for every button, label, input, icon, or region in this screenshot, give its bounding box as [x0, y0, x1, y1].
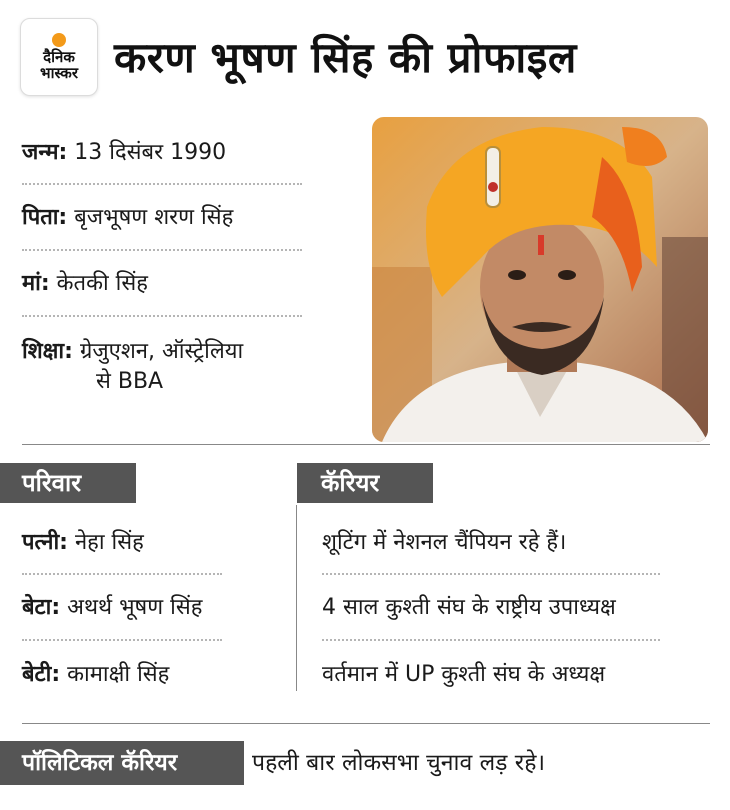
info-value: ग्रेजुएशन, ऑस्ट्रेलिया [79, 339, 244, 364]
family-row-son [22, 593, 292, 623]
career-heading: कॅरियर [297, 463, 433, 503]
column-divider [296, 505, 297, 691]
divider [22, 639, 222, 641]
career-row: वर्तमान में UP कुश्ती संघ के अध्यक्ष [322, 662, 606, 687]
info-label: मां: [22, 271, 50, 296]
info-education [22, 337, 302, 397]
divider [322, 573, 660, 575]
info-value: 13 दिसंबर 1990 [74, 140, 227, 165]
family-value: अथर्थ भूषण सिंह [67, 595, 203, 620]
info-birth [22, 138, 302, 168]
family-heading: परिवार [0, 463, 136, 503]
family-label: बेटी: [22, 662, 61, 687]
divider [22, 183, 302, 185]
info-label: जन्म: [22, 140, 68, 165]
divider [22, 573, 222, 575]
info-value: बृजभूषण शरण सिंह [74, 205, 234, 230]
family-value: नेहा सिंह [74, 530, 144, 555]
divider [22, 315, 302, 317]
info-mother [22, 269, 302, 299]
career-row: 4 साल कुश्ती संघ के राष्ट्रीय उपाध्यक्ष [322, 595, 616, 620]
career-row: शूटिंग में नेशनल चैंपियन रहे हैं। [322, 530, 567, 555]
family-row-daughter [22, 660, 292, 690]
page-title: करण भूषण सिंह की प्रोफाइल [114, 33, 577, 82]
info-value: केतकी सिंह [56, 271, 148, 296]
info-label: शिक्षा: [22, 339, 73, 364]
info-label: पिता: [22, 205, 68, 230]
info-father [22, 203, 302, 233]
family-label: बेटा: [22, 595, 61, 620]
family-label: पत्नी: [22, 530, 68, 555]
divider [22, 249, 302, 251]
family-value: कामाक्षी सिंह [67, 662, 170, 687]
political-career-label: पॉलिटिकल कॅरियर [0, 741, 244, 785]
logo-sun-icon [52, 33, 66, 47]
info-value-line2: से BBA [96, 369, 164, 394]
political-career-text: पहली बार लोकसभा चुनाव लड़ रहे। [252, 750, 546, 776]
family-row-wife [22, 528, 292, 558]
section-divider [22, 444, 710, 445]
dainik-bhaskar-logo [20, 18, 98, 96]
logo-text-line2: भास्कर [40, 64, 78, 82]
section-divider [22, 723, 710, 724]
profile-photo [372, 117, 708, 442]
logo-text-line1: दैनिक [43, 48, 75, 66]
divider [322, 639, 660, 641]
